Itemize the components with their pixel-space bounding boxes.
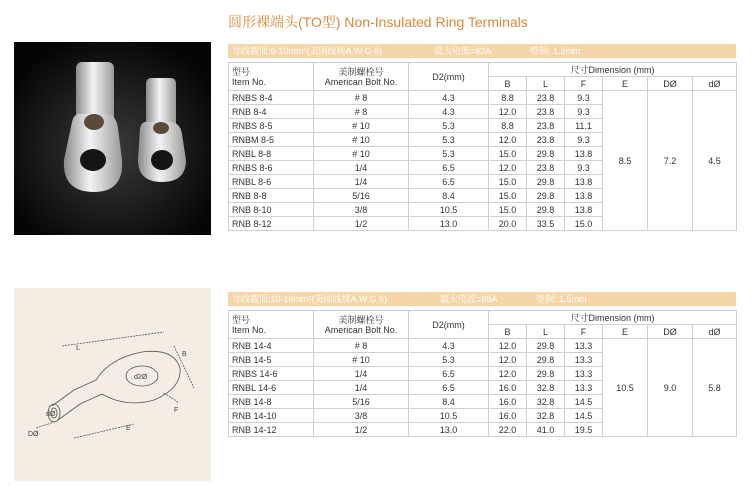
header-b: B	[489, 325, 527, 339]
cell-f: 13.8	[565, 189, 603, 203]
cell-d2: 8.4	[409, 395, 489, 409]
header-e: E	[603, 77, 648, 91]
cell-f: 13.3	[565, 339, 603, 353]
cell-f: 13.3	[565, 381, 603, 395]
cell-b: 15.0	[489, 189, 527, 203]
cell-l: 32.8	[527, 409, 565, 423]
cell-f: 11.1	[565, 119, 603, 133]
cell-b: 15.0	[489, 175, 527, 189]
cell-f: 13.8	[565, 147, 603, 161]
header-d-small: dØ	[693, 77, 737, 91]
cell-d2: 5.3	[409, 133, 489, 147]
cell-b: 16.0	[489, 381, 527, 395]
cell-item: RNBS 14-6	[229, 367, 314, 381]
cell-item: RNBL 14-6	[229, 381, 314, 395]
cell-bolt: 1/4	[314, 367, 409, 381]
cell-b: 16.0	[489, 409, 527, 423]
cell-b: 15.0	[489, 147, 527, 161]
cell-l: 23.8	[527, 161, 565, 175]
cell-f: 14.5	[565, 395, 603, 409]
spec-info-bar-1	[228, 44, 736, 58]
cell-b: 20.0	[489, 217, 527, 231]
cell-b: 12.0	[489, 161, 527, 175]
cell-item: RNBL 8-8	[229, 147, 314, 161]
max-current-info: 最大电流=62A	[434, 46, 492, 56]
spec-table-2	[228, 310, 737, 437]
cell-l: 29.8	[527, 339, 565, 353]
cell-f: 9.3	[565, 133, 603, 147]
header-b: B	[489, 77, 527, 91]
cell-bolt: 1/4	[314, 175, 409, 189]
cell-bolt: # 8	[314, 339, 409, 353]
cell-f: 19.5	[565, 423, 603, 437]
cell-d2: 10.5	[409, 409, 489, 423]
header-dimension: 尺寸Dimension (mm)	[489, 311, 737, 325]
cell-f: 13.3	[565, 353, 603, 367]
cell-bolt: # 10	[314, 119, 409, 133]
cell-f: 13.3	[565, 367, 603, 381]
cell-b: 8.8	[489, 119, 527, 133]
header-d-big: DØ	[648, 77, 693, 91]
cell-item: RNB 8-10	[229, 203, 314, 217]
cell-d2: 4.3	[409, 105, 489, 119]
cell-f: 15.0	[565, 217, 603, 231]
table-row	[229, 91, 737, 105]
cell-item: RNB 8-12	[229, 217, 314, 231]
thickness-info: 壁铜: 1.2mm	[530, 46, 581, 56]
cell-e-shared: 8.5	[603, 91, 648, 231]
max-current-info: 最大电流=88A	[440, 294, 498, 304]
cell-bolt: 1/4	[314, 381, 409, 395]
cell-bolt: 1/2	[314, 217, 409, 231]
cell-b: 12.0	[489, 133, 527, 147]
cell-d-big-shared: 9.0	[648, 339, 693, 437]
header-f: F	[565, 325, 603, 339]
cell-b: 8.8	[489, 91, 527, 105]
cell-e-shared: 10.5	[603, 339, 648, 437]
header-e: E	[603, 325, 648, 339]
cell-b: 12.0	[489, 353, 527, 367]
cell-d2: 10.5	[409, 203, 489, 217]
cell-d2: 4.3	[409, 91, 489, 105]
cell-b: 15.0	[489, 203, 527, 217]
cell-l: 23.8	[527, 105, 565, 119]
label-b: B	[182, 351, 187, 358]
cell-bolt: 1/4	[314, 161, 409, 175]
cell-f: 14.5	[565, 409, 603, 423]
cell-l: 29.8	[527, 175, 565, 189]
cell-d2: 5.3	[409, 119, 489, 133]
cell-b: 12.0	[489, 367, 527, 381]
cell-l: 33.5	[527, 217, 565, 231]
cell-item: RNB 14-12	[229, 423, 314, 437]
label-f: F	[174, 407, 179, 414]
table-row	[229, 339, 737, 353]
cell-f: 9.3	[565, 105, 603, 119]
cell-d2: 5.3	[409, 353, 489, 367]
cell-l: 32.8	[527, 395, 565, 409]
cell-l: 23.8	[527, 133, 565, 147]
cell-b: 12.0	[489, 105, 527, 119]
header-bolt: 美制螺栓号 American Bolt No.	[314, 311, 409, 339]
header-d2: D2(mm)	[409, 63, 489, 91]
cell-l: 29.8	[527, 189, 565, 203]
cell-d-small-shared: 5.8	[693, 339, 737, 437]
label-d2: d2Ø	[134, 374, 148, 381]
page-title: 圆形裸端头(TO型) Non-Insulated Ring Terminals	[228, 14, 528, 30]
spec-table-1	[228, 62, 737, 231]
cell-bolt: 5/16	[314, 395, 409, 409]
dimension-diagram	[14, 288, 211, 481]
cell-bolt: 3/8	[314, 203, 409, 217]
cell-d2: 13.0	[409, 423, 489, 437]
cell-b: 12.0	[489, 339, 527, 353]
label-d-big: DØ	[28, 431, 39, 438]
cell-d2: 6.5	[409, 175, 489, 189]
cell-l: 23.8	[527, 119, 565, 133]
cell-d-big-shared: 7.2	[648, 91, 693, 231]
cell-item: RNBS 8-4	[229, 91, 314, 105]
label-d-small: dØ	[46, 411, 56, 418]
cell-d2: 6.5	[409, 161, 489, 175]
label-l: L	[76, 345, 80, 352]
cell-item: RNB 8-4	[229, 105, 314, 119]
cell-bolt: 1/2	[314, 423, 409, 437]
cell-bolt: # 10	[314, 133, 409, 147]
header-item-no: 型号 Item No.	[229, 311, 314, 339]
cell-bolt: # 10	[314, 147, 409, 161]
header-d-small: dØ	[693, 325, 737, 339]
cell-l: 23.8	[527, 91, 565, 105]
cell-f: 9.3	[565, 161, 603, 175]
header-l: L	[527, 77, 565, 91]
cell-f: 13.8	[565, 203, 603, 217]
spec-info-bar-2	[228, 292, 736, 306]
cell-d-small-shared: 4.5	[693, 91, 737, 231]
cell-l: 29.8	[527, 367, 565, 381]
cell-l: 29.8	[527, 353, 565, 367]
header-dimension: 尺寸Dimension (mm)	[489, 63, 737, 77]
cell-item: RNB 14-5	[229, 353, 314, 367]
cell-d2: 8.4	[409, 189, 489, 203]
cell-item: RNBS 8-6	[229, 161, 314, 175]
product-photo	[14, 42, 211, 235]
cell-l: 29.8	[527, 147, 565, 161]
header-l: L	[527, 325, 565, 339]
wire-section-info: 导线截面:10-16mm²(美国线规A.W.G 6)	[232, 294, 388, 304]
cell-item: RNB 14-4	[229, 339, 314, 353]
cell-b: 16.0	[489, 395, 527, 409]
header-item-no: 型号 Item No.	[229, 63, 314, 91]
cell-d2: 5.3	[409, 147, 489, 161]
wire-section-info: 导线截面:6-10mm²(美国线规A.W.G 8)	[232, 46, 383, 56]
cell-bolt: 5/16	[314, 189, 409, 203]
cell-l: 32.8	[527, 381, 565, 395]
cell-item: RNBL 8-6	[229, 175, 314, 189]
cell-b: 22.0	[489, 423, 527, 437]
cell-bolt: # 8	[314, 91, 409, 105]
cell-item: RNBM 8-5	[229, 133, 314, 147]
header-d2: D2(mm)	[409, 311, 489, 339]
cell-bolt: # 10	[314, 353, 409, 367]
cell-d2: 13.0	[409, 217, 489, 231]
cell-d2: 6.5	[409, 381, 489, 395]
cell-item: RNB 14-8	[229, 395, 314, 409]
header-bolt: 美制螺栓号 American Bolt No.	[314, 63, 409, 91]
cell-bolt: 3/8	[314, 409, 409, 423]
cell-bolt: # 8	[314, 105, 409, 119]
cell-f: 13.8	[565, 175, 603, 189]
cell-d2: 6.5	[409, 367, 489, 381]
cell-d2: 4.3	[409, 339, 489, 353]
cell-l: 41.0	[527, 423, 565, 437]
header-f: F	[565, 77, 603, 91]
cell-item: RNB 14-10	[229, 409, 314, 423]
cell-f: 9.3	[565, 91, 603, 105]
cell-item: RNB 8-8	[229, 189, 314, 203]
cell-l: 29.8	[527, 203, 565, 217]
label-e: E	[126, 425, 131, 432]
cell-item: RNBS 8-5	[229, 119, 314, 133]
header-d-big: DØ	[648, 325, 693, 339]
thickness-info: 壁铜: 1.5mm	[536, 294, 587, 304]
